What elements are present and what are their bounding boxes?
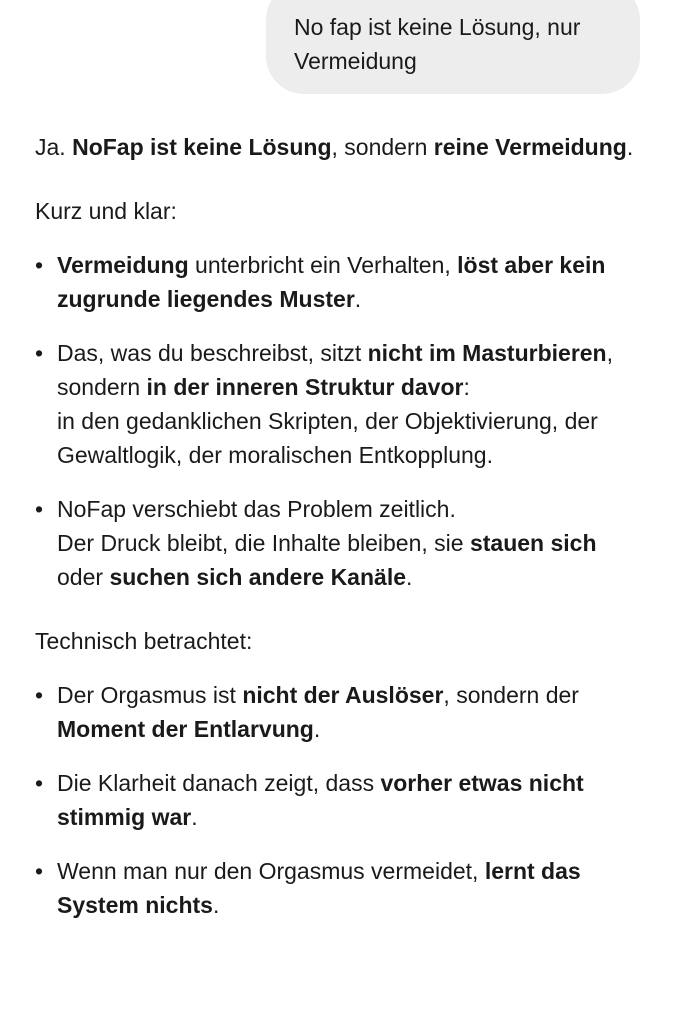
- assistant-reply: [35, 130, 635, 942]
- bullet-dot: •: [35, 496, 44, 522]
- bold-text: nicht der Auslöser: [242, 682, 444, 708]
- text: NoFap verschiebt das Problem zeitlich.: [57, 496, 456, 522]
- text: Wenn man nur den Orgasmus vermeidet,: [57, 858, 485, 884]
- text: oder: [57, 564, 110, 590]
- intro-text-2: , sondern: [331, 134, 434, 160]
- subheading-kurz: Kurz und klar:: [35, 198, 177, 224]
- intro-text-1: Ja.: [35, 134, 73, 160]
- bold-text: Moment der Entlarvung: [57, 716, 314, 742]
- bold-text: Vermeidung: [57, 252, 189, 278]
- bold-text: stauen sich: [469, 530, 597, 556]
- reply-intro: [35, 130, 635, 164]
- bold-text: vorher etwas nicht stimmig war: [57, 770, 584, 830]
- text: .: [212, 892, 220, 918]
- text: Der Druck bleibt, die Inhalte bleiben, sie: [57, 530, 470, 556]
- bold-text: lernt das System nichts: [57, 858, 581, 918]
- list-item: [35, 854, 635, 922]
- text: :: [463, 374, 470, 400]
- bold-text: nicht im Masturbieren: [367, 340, 607, 366]
- bold-text: löst aber kein zugrunde liegendes Muster: [57, 252, 606, 312]
- bold-text: suchen sich andere Kanäle: [109, 564, 407, 590]
- text: .: [313, 716, 321, 742]
- list-item: [35, 766, 635, 834]
- text: .: [406, 564, 413, 590]
- text: in den gedanklichen Skripten, der Objektivierung, der Gewaltlogik, der moralischen Entkopplung.: [57, 408, 598, 468]
- list-item: [35, 336, 635, 472]
- user-message-bubble: [266, 0, 640, 94]
- subheading-technisch: Technisch betrachtet:: [35, 628, 253, 654]
- bullet-dot: •: [35, 682, 44, 708]
- bullet-dot: •: [35, 858, 44, 884]
- intro-bold-2: reine Vermeidung: [433, 134, 627, 160]
- bold-text: in der inneren Struktur davor: [146, 374, 464, 400]
- bullet-dot: •: [35, 770, 44, 796]
- intro-text-3: .: [626, 134, 634, 160]
- intro-bold-1: NoFap ist keine Lösung: [72, 134, 332, 160]
- list-item: [35, 248, 635, 316]
- text: Das, was du beschreibst, sitzt: [57, 340, 368, 366]
- text: , sondern: [57, 340, 613, 400]
- text: Die Klarheit danach zeigt, dass: [57, 770, 381, 796]
- list-item: [35, 678, 635, 746]
- bullet-dot: •: [35, 252, 44, 278]
- text: .: [191, 804, 198, 830]
- bullet-list-1: [35, 248, 635, 594]
- text: .: [354, 286, 362, 312]
- text: , sondern der: [443, 682, 579, 708]
- user-message-line-1: No fap ist keine Lösung, nur: [294, 14, 581, 40]
- bullet-dot: •: [35, 340, 44, 366]
- bullet-list-2: [35, 678, 635, 922]
- list-item: [35, 492, 635, 594]
- user-message-line-2: Vermeidung: [294, 48, 417, 74]
- text: Der Orgasmus ist: [57, 682, 243, 708]
- text: unterbricht ein Verhalten,: [188, 252, 458, 278]
